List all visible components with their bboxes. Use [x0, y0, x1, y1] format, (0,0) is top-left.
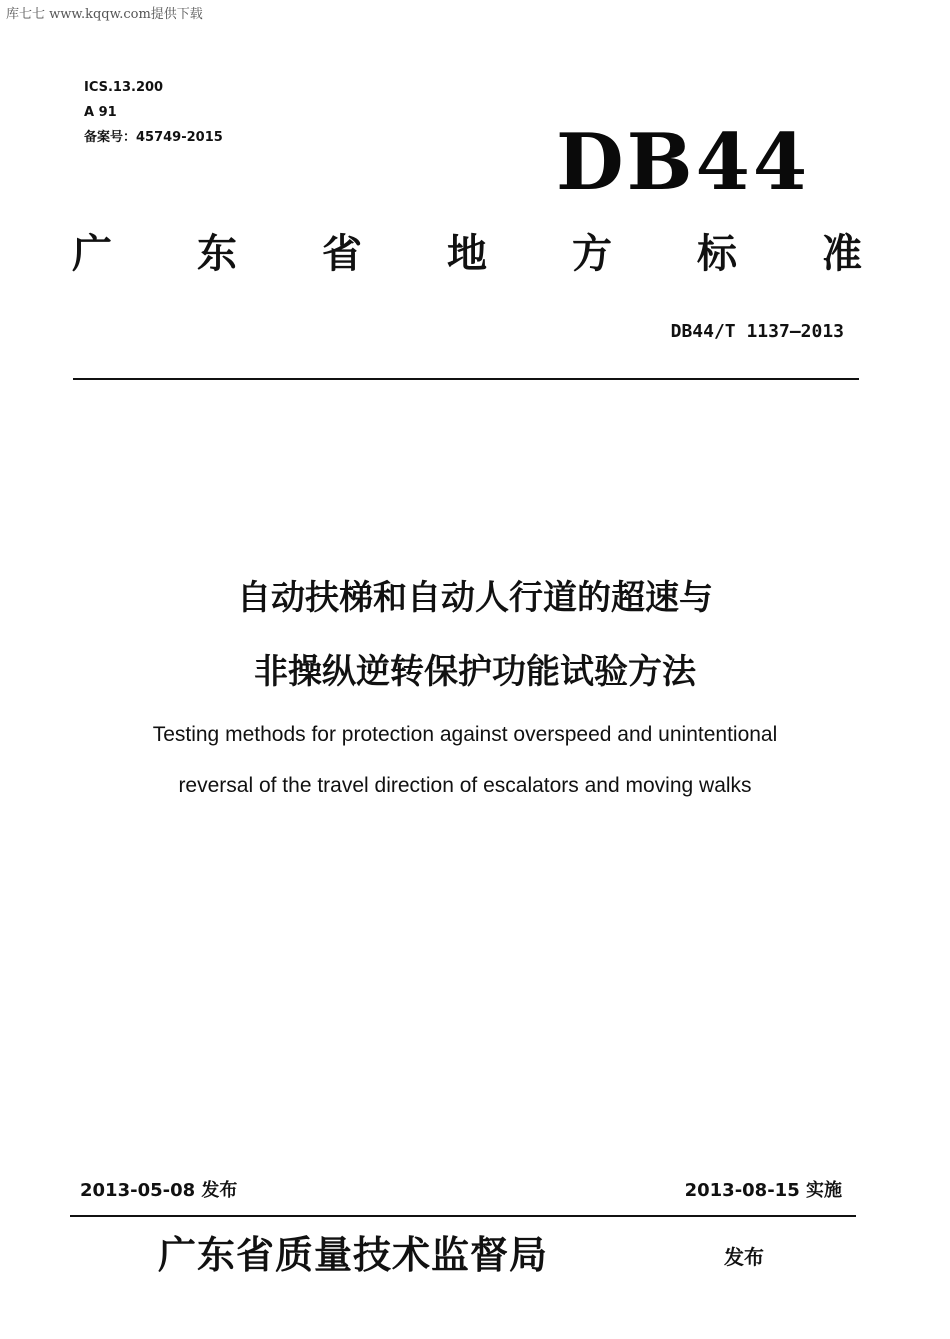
standard-type-heading: [72, 226, 862, 282]
standard-type-char: 准: [822, 231, 862, 277]
english-title-line-1: Testing methods for protection against overspeed and unintentional: [152, 723, 778, 746]
standard-type-char: 方: [572, 231, 612, 277]
chinese-title-line-2: 非操纵逆转保护功能试验方法: [254, 652, 696, 692]
implementation-date: 2013-08-15 实施: [684, 1180, 842, 1201]
issuer-name: 广东省质量技术监督局: [158, 1232, 549, 1277]
standard-type-char: 东: [197, 231, 237, 277]
ccs-code: A 91: [84, 105, 117, 120]
standard-type-char: 省: [322, 231, 362, 277]
standard-type-char: 广: [72, 231, 112, 277]
issue-date: 2013-05-08 发布: [80, 1180, 238, 1201]
record-number: 备案号：45749-2015: [84, 130, 223, 145]
watermark-text: 库七七 www.kqqw.com提供下载: [6, 7, 203, 22]
ics-code: ICS.13.200: [84, 80, 164, 95]
english-title-line-2: reversal of the travel direction of escalators and moving walks: [178, 774, 752, 797]
top-divider: [73, 378, 859, 380]
standard-type-char: 地: [447, 231, 487, 277]
bottom-divider: [70, 1215, 856, 1217]
standard-code: DB44/T 1137—2013: [670, 321, 844, 342]
chinese-title-line-1: 自动扶梯和自动人行道的超速与: [237, 578, 713, 618]
standard-type-char: 标: [697, 231, 737, 277]
db44-logo: DB44: [556, 117, 811, 208]
issuer-suffix: 发布: [724, 1245, 764, 1269]
